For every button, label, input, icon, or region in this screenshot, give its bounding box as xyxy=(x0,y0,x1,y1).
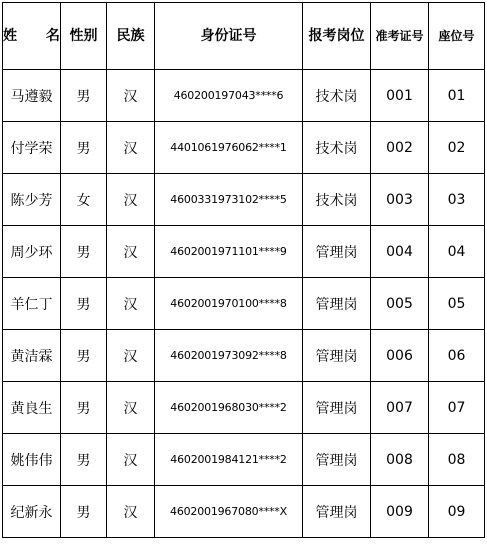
cell-exam-number: 005 xyxy=(371,278,429,330)
table-row xyxy=(3,122,485,174)
cell-name: 付学荣 xyxy=(3,122,61,174)
cell-seat-number: 02 xyxy=(429,122,485,174)
cell-ethnicity: 汉 xyxy=(107,122,155,174)
cell-id-number: 4602001970100****8 xyxy=(155,278,303,330)
cell-name: 羊仁丁 xyxy=(3,278,61,330)
cell-gender: 男 xyxy=(61,330,107,382)
cell-gender: 男 xyxy=(61,70,107,122)
table-row xyxy=(3,70,485,122)
cell-ethnicity: 汉 xyxy=(107,278,155,330)
cell-id-number: 4602001971101****9 xyxy=(155,226,303,278)
cell-name: 马遵毅 xyxy=(3,70,61,122)
cell-ethnicity: 汉 xyxy=(107,434,155,486)
cell-id-number: 460200197043****6 xyxy=(155,70,303,122)
cell-seat-number: 08 xyxy=(429,434,485,486)
cell-gender: 男 xyxy=(61,434,107,486)
cell-id-number: 4602001984121****2 xyxy=(155,434,303,486)
cell-gender: 男 xyxy=(61,382,107,434)
cell-gender: 男 xyxy=(61,226,107,278)
table-row xyxy=(3,330,485,382)
cell-position: 管理岗 xyxy=(303,330,371,382)
cell-position: 管理岗 xyxy=(303,434,371,486)
header-exam-number: 准考证号 xyxy=(371,3,429,70)
cell-exam-number: 002 xyxy=(371,122,429,174)
cell-ethnicity: 汉 xyxy=(107,486,155,538)
cell-id-number: 4401061976062****1 xyxy=(155,122,303,174)
cell-position: 管理岗 xyxy=(303,486,371,538)
cell-ethnicity: 汉 xyxy=(107,226,155,278)
cell-position: 技术岗 xyxy=(303,122,371,174)
cell-id-number: 4602001967080****X xyxy=(155,486,303,538)
cell-ethnicity: 汉 xyxy=(107,330,155,382)
candidate-table xyxy=(2,2,485,538)
cell-seat-number: 06 xyxy=(429,330,485,382)
cell-ethnicity: 汉 xyxy=(107,70,155,122)
cell-seat-number: 09 xyxy=(429,486,485,538)
cell-seat-number: 04 xyxy=(429,226,485,278)
cell-gender: 男 xyxy=(61,486,107,538)
cell-ethnicity: 汉 xyxy=(107,382,155,434)
cell-name: 纪新永 xyxy=(3,486,61,538)
cell-seat-number: 01 xyxy=(429,70,485,122)
cell-gender: 男 xyxy=(61,122,107,174)
table-row xyxy=(3,174,485,226)
cell-position: 技术岗 xyxy=(303,174,371,226)
cell-exam-number: 001 xyxy=(371,70,429,122)
header-id-number: 身份证号 xyxy=(155,3,303,70)
table-row xyxy=(3,434,485,486)
cell-id-number: 4602001973092****8 xyxy=(155,330,303,382)
header-ethnicity: 民族 xyxy=(107,3,155,70)
table-row xyxy=(3,278,485,330)
cell-exam-number: 009 xyxy=(371,486,429,538)
header-name: 姓 名 xyxy=(3,3,61,70)
cell-name: 陈少芳 xyxy=(3,174,61,226)
cell-exam-number: 007 xyxy=(371,382,429,434)
header-seat-number: 座位号 xyxy=(429,3,485,70)
cell-ethnicity: 汉 xyxy=(107,174,155,226)
header-gender: 性别 xyxy=(61,3,107,70)
cell-position: 管理岗 xyxy=(303,278,371,330)
cell-position: 管理岗 xyxy=(303,226,371,278)
cell-seat-number: 03 xyxy=(429,174,485,226)
cell-id-number: 4602001968030****2 xyxy=(155,382,303,434)
cell-exam-number: 003 xyxy=(371,174,429,226)
table-row xyxy=(3,486,485,538)
cell-name: 黄洁霖 xyxy=(3,330,61,382)
table-row xyxy=(3,382,485,434)
cell-exam-number: 006 xyxy=(371,330,429,382)
table-row xyxy=(3,226,485,278)
cell-name: 黄良生 xyxy=(3,382,61,434)
cell-name: 周少环 xyxy=(3,226,61,278)
cell-seat-number: 05 xyxy=(429,278,485,330)
cell-seat-number: 07 xyxy=(429,382,485,434)
cell-id-number: 4600331973102****5 xyxy=(155,174,303,226)
cell-gender: 女 xyxy=(61,174,107,226)
cell-exam-number: 004 xyxy=(371,226,429,278)
cell-exam-number: 008 xyxy=(371,434,429,486)
cell-position: 管理岗 xyxy=(303,382,371,434)
cell-gender: 男 xyxy=(61,278,107,330)
cell-name: 姚伟伟 xyxy=(3,434,61,486)
header-position: 报考岗位 xyxy=(303,3,371,70)
cell-position: 技术岗 xyxy=(303,70,371,122)
header-row xyxy=(3,3,485,70)
